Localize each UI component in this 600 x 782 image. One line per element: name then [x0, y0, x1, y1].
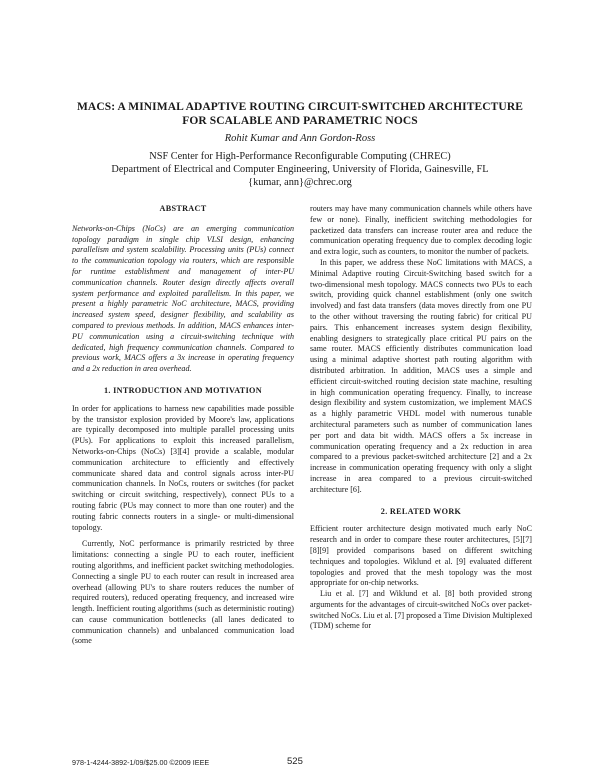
related-work-section [310, 507, 532, 633]
copyright-notice: 978-1-4244-3892-1/09/$25.00 ©2009 IEEE [72, 758, 210, 767]
abstract-section [72, 204, 294, 375]
affiliation [40, 150, 560, 189]
introduction-heading: 1. INTRODUCTION AND MOTIVATION [104, 385, 262, 395]
authors: Rohit Kumar and Ann Gordon-Ross [224, 133, 376, 144]
affiliation-line-1: NSF Center for High-Performance Reconfigurable Computing (CHREC) [149, 151, 451, 162]
page-number: 525 [287, 756, 303, 767]
paragraph: Efficient router architecture design motivated much early NoC research and in order to compare these router architectures, [5][7][8][9] provided comparisons based on different switching techniques and topologies. Wiklund et al. [9] evaluated different topologies and proved that the mesh topology was the most appropriate for on-chip networks. [310, 524, 532, 588]
paragraph: In this paper, we address these NoC limitations with MACS, a Minimal Adaptive routing Circuit-Switching based switch for a two-dimensional mesh topology. MACS connects two PUs to each switch, providing quick channel establishment (only one switch involved) and fast data transfers (data moves directly from one PU to the other without traversing the routing fabric) for critical PU pairs. This enhancement increases system design flexibility, enabling designers to strategically place critical PU pairs on the same router. MACS efficiently distributes communication load using a minimal adaptive shortest path routing algorithm with distributed arbitration. In addition, MACS uses a simple and efficient circuit-switched routing decision state machine, resulting in high communication operating frequency. Finally, to increase design flexibility and system customization, we implement MACS as a highly parametric VHDL model with numerous tunable architectural parameters such as number of communication lanes per port and data bit width. MACS offers a 5x increase in communication operating frequency and a 2x reduction in area compared to a previous packet-switched architecture [2] and a 2x increase in communication operating frequency with only a slight increase in area compared to a previous circuit-switched architecture [6]. [310, 257, 532, 494]
right-column [310, 204, 532, 632]
left-column [72, 204, 294, 647]
paragraph: Currently, NoC performance is primarily restricted by three limitations: connecting a single PU to each router, inefficient routing algorithms, and inefficient packet switching methodologies. Connecting a single PU to each router can result in increased area overhead (allowing PU's to share routers reduces the number of required routers), reduced operating frequency, and increased wire length. Inefficient routing algorithms (such as deterministic routing) can cause communication bottlenecks (all lanes dedicated to communication channels) and unbalanced communication load (some [72, 539, 294, 646]
title-line-2: FOR SCALABLE AND PARAMETRIC NOCS [182, 115, 418, 127]
abstract-heading: ABSTRACT [159, 204, 207, 213]
abstract-text: Networks-on-Chips (NoCs) are an emerging communication topology paradigm in single chip VLSI design, enhancing parallelism and system scalability. Processing units (PUs) connect to the communication topology via routers, which are responsible for runtime establishment and management of inter-PU communication channels. Router design directly affects overall system performance and exploited parallelism. In this paper, we present a highly parametric NoC architecture, MACS, providing increased system speed, designer flexibility, and scalability as compared to previous methods. In addition, MACS enhances inter-PU communication using a circuit-switching technique with dedicated, high frequency communication channels. Compared to previous work, MACS offers a 3x increase in operating frequency and a 2x reduction in area overhead. [72, 223, 294, 374]
paragraph: In order for applications to harness new capabilities made possible by the transistor explosion provided by Moore's law, applications are typically decomposed into multiple parallel processing units (PUs). For applications to exploit this increased parallelism, Networks-on-Chips (NoCs) [3][4] provide a scalable, modular communication architecture to efficiently and effectively communicate shared data and control signals across inter-PU communication channels. In NoCs, routers or switches (for packet switching or circuit switching, respectively), connect PUs to a routing fabric (PUs may connect to more than one router) and the routing fabric connects routers in a single- or multi-dimensional topology. [72, 403, 294, 532]
introduction-section [72, 386, 294, 647]
related-work-heading: 2. RELATED WORK [380, 506, 462, 516]
paragraph: Liu et al. [7] and Wiklund et al. [8] both provided strong arguments for the advantages of circuit-switched NoCs over packet-switched NoCs. Liu et al. [7] proposed a Time Division Multiplexed (TDM) scheme for [310, 589, 532, 631]
affiliation-email: {kumar, ann}@chrec.org [248, 177, 352, 188]
title-line-1: MACS: A MINIMAL ADAPTIVE ROUTING CIRCUIT-SWITCHED ARCHITECTURE [76, 101, 524, 113]
affiliation-line-2: Department of Electrical and Computer Engineering, University of Florida, Gainesville, FL [111, 164, 489, 175]
paragraph: routers may have many communication channels while others have few or none). Finally, inefficient switching methodologies for packetized data transfers can increase router area and reduce the communication operating frequency due to complex decoding logic and extra logic, such as counters, to monitor the number of packets. [310, 204, 532, 257]
paper-title [60, 100, 540, 128]
